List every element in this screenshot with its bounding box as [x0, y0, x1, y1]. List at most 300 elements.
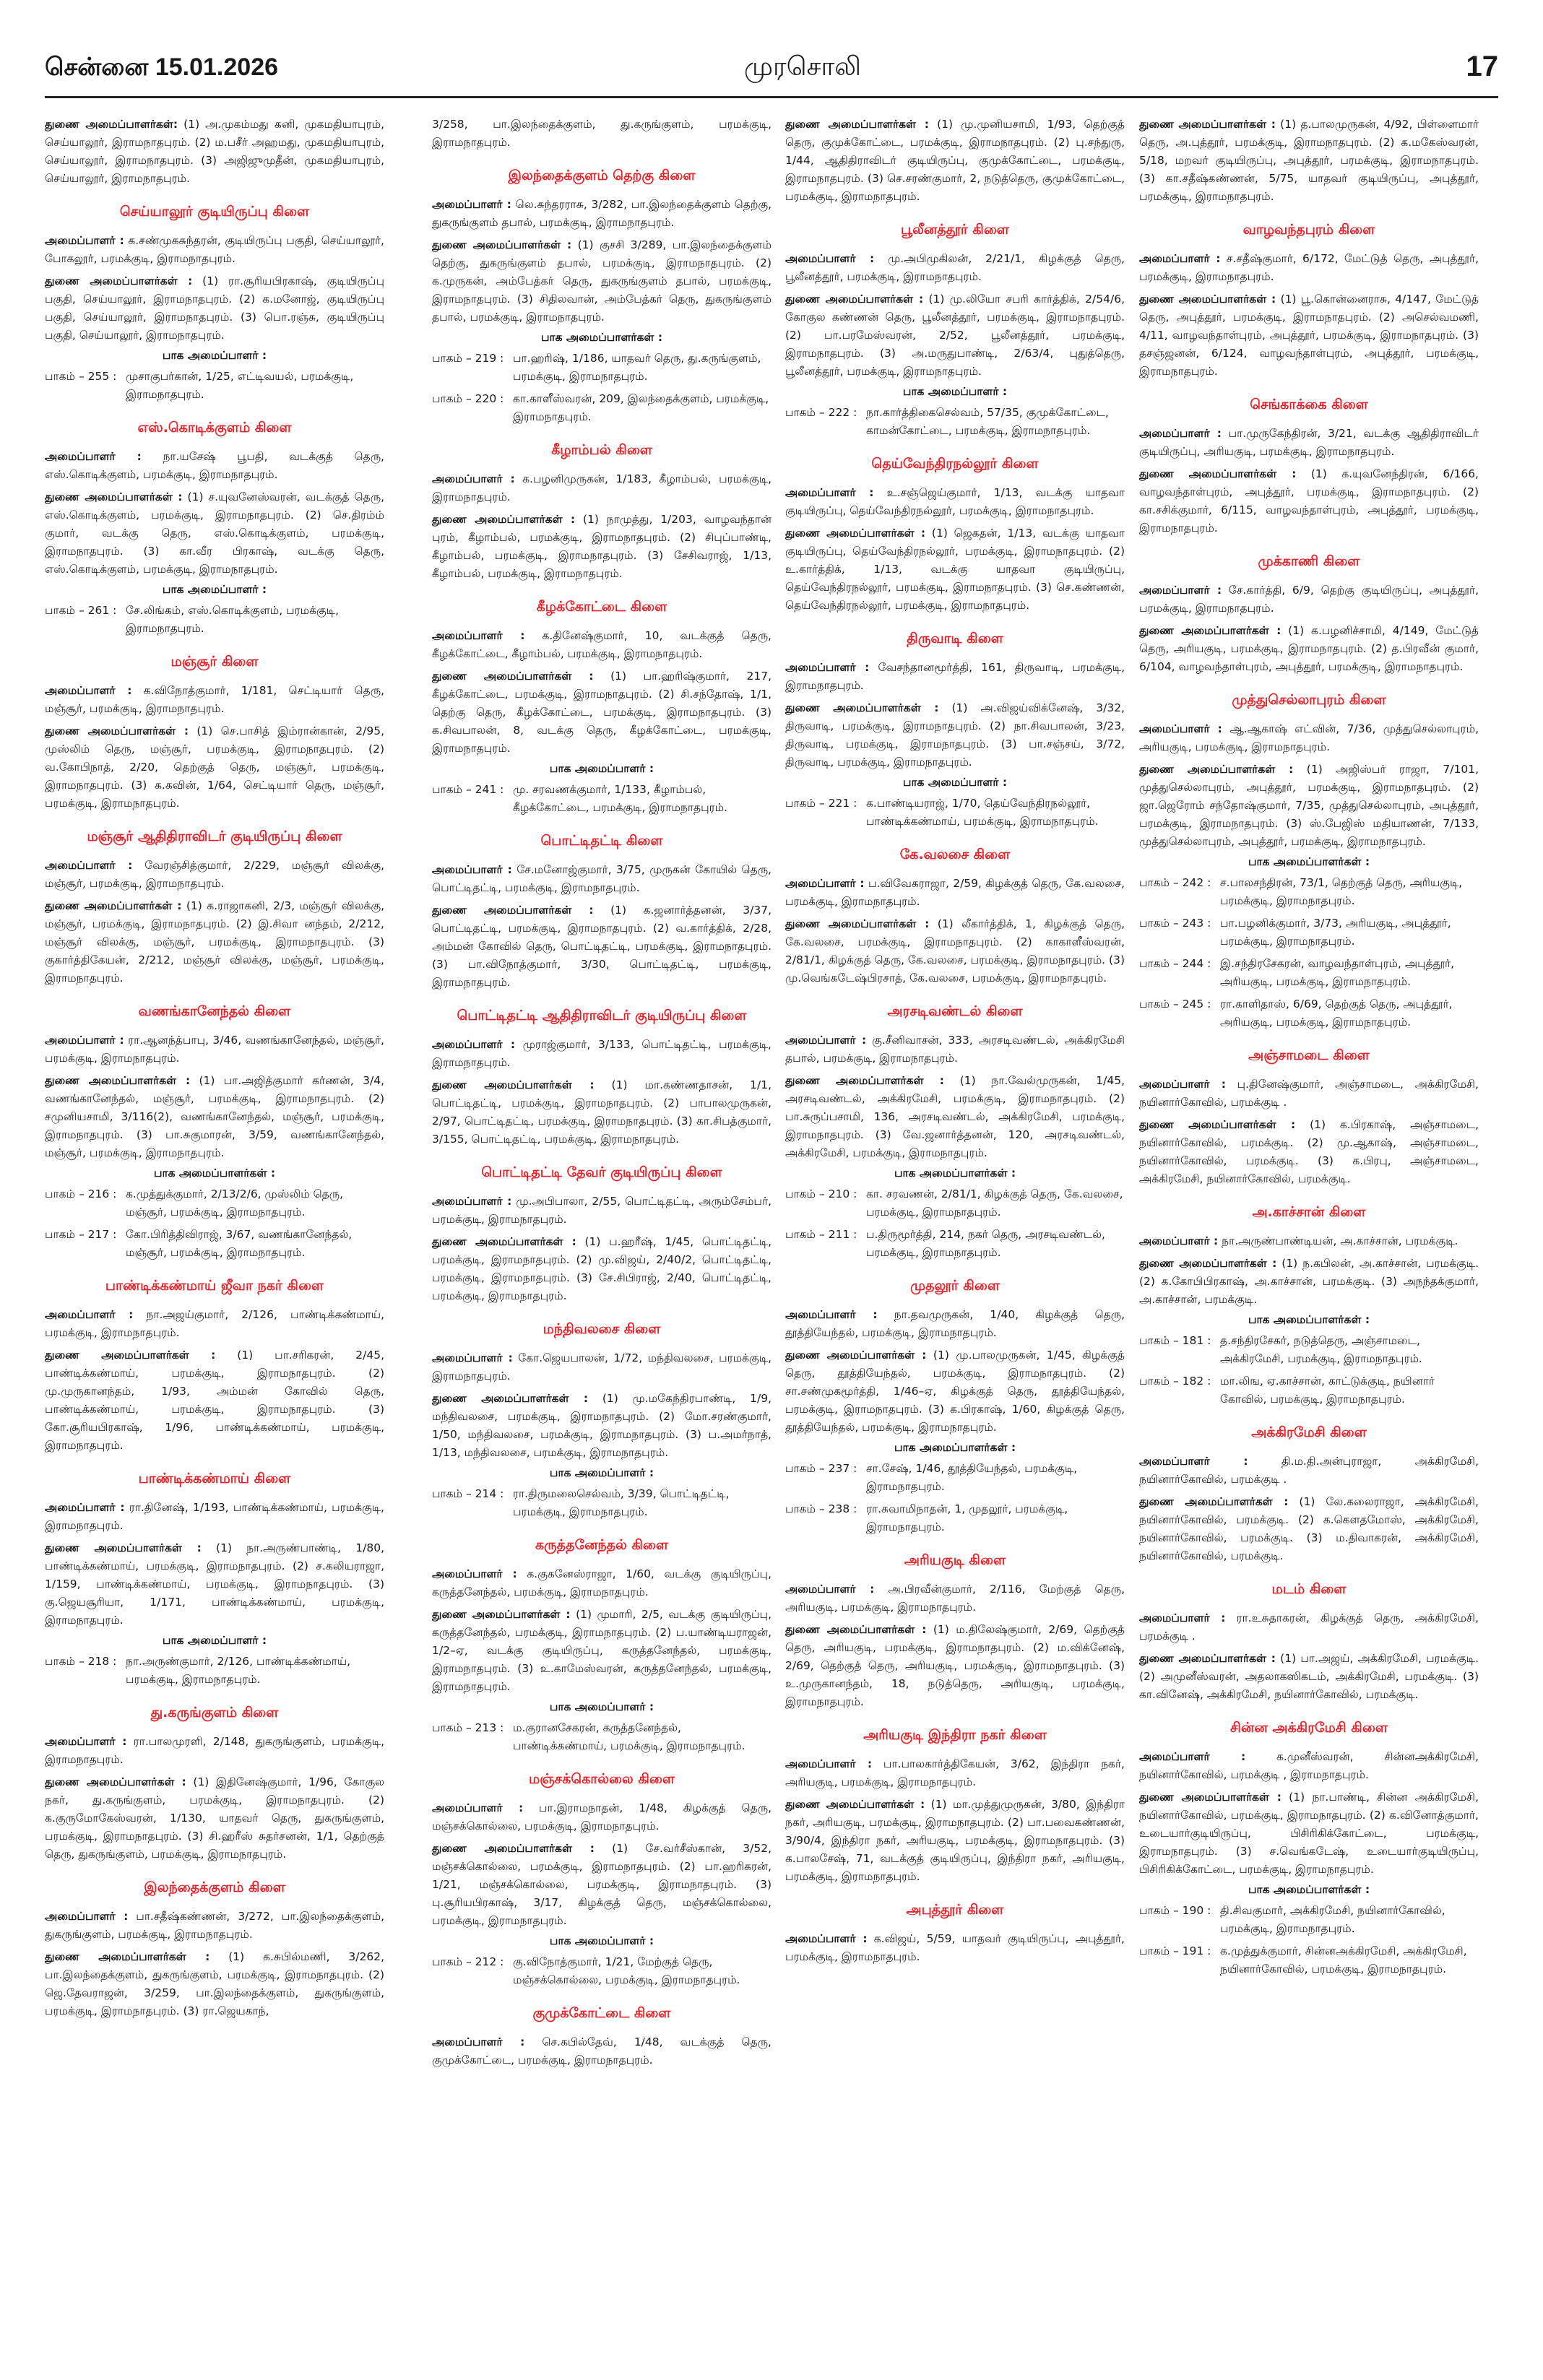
member-entry	[785, 875, 1125, 911]
member-entry	[1139, 1255, 1479, 1309]
member-entry	[785, 1072, 1125, 1162]
member-entry	[432, 511, 772, 583]
member-details: (1) அஜிஸ்பர் ராஜா, 7/101, முத்துசெல்லாபுரம், அபுத்தூர், பரமக்குடி, இராமநாதபுரம். (2) ஜா.ஜெரோம் சந்தோஷ்குமார், 7/35, முத்துசெல்லாபுரம், அபுத்தூர், பரமக்குடி, இராமநாதபுரம். (3) ஸ்.பேஜிஸ் மதியாணன், 7/133, முத்துசெல்லாபுரம், அபுத்தூர், பரமக்குடி, இராமநாதபுரம்.	[1139, 763, 1479, 848]
member-entry	[1139, 1748, 1479, 1784]
member-entry	[45, 722, 384, 813]
booth-number: பாகம் – 261 :	[45, 604, 117, 617]
role-label: துணை அமைப்பாளர்கள் :	[432, 1078, 595, 1091]
member-details: ரா.உசுதாகரன், கிழக்குத் தெரு, அக்கிரமேசி, பரமக்குடி .	[1139, 1611, 1479, 1643]
branch-heading: அரியகுடி இந்திரா நகர் கிளை	[863, 1727, 1047, 1743]
member-entry	[432, 196, 772, 232]
member-entry	[432, 2033, 772, 2069]
branch-section	[432, 116, 772, 152]
member-entry	[1139, 250, 1479, 286]
branch-heading: மஞ்சூர் ஆதிதிராவிடர் குடியிருப்பு கிளை	[87, 828, 342, 844]
branch-section	[1139, 116, 1479, 206]
branch-heading: மஞ்சக்கொல்லை கிளை	[528, 1771, 675, 1787]
branch-heading: திருவாடி கிளை	[907, 631, 1003, 646]
booth-agent: க.முத்துக்குமார், சின்னஅக்கிரமேசி, அக்கிரமேசி, நயினார்கோவில், பரமக்குடி, இராமநாதபுரம்.	[1220, 1944, 1467, 1976]
member-details: (1) க.ஜனார்த்தனன், 3/37, பொட்டிதட்டி, பரமக்குடி, இராமநாதபுரம். (2) வ.கார்த்திக், 2/28, அம்மன் கோவில் தெரு, பொட்டிதட்டி, பரமக்குடி, இராமநாதபுரம். (3) பா.விநோத்குமார், 3/30, பொட்டிதட்டி, பரமக்குடி, இராமநாதபுரம்.	[432, 904, 772, 989]
branch-section	[45, 1879, 384, 2020]
member-details: (1) மு.முனியசாமி, 1/93, தெற்குத் தெரு, குமுக்கோட்டை, பரமக்குடி, இராமநாதபுரம். (2) பு.சந்துரு, 1/44, ஆதிதிராவிடர் குடியிருப்பு, குமுக்கோட்டை, பரமக்குடி, இராமநாதபுரம். (3) செ.சரண்குமார், 2, நடுத்தெரு, குமுக்கோட்டை, பரமக்குடி, இராமநாதபுரம்.	[785, 118, 1125, 203]
role-label: அமைப்பாளர் :	[1139, 427, 1222, 440]
member-entry	[1139, 720, 1479, 756]
branch-section	[1139, 222, 1479, 381]
member-entry	[1139, 465, 1479, 537]
role-label: அமைப்பாளர் :	[785, 1583, 875, 1596]
member-entry	[1139, 425, 1479, 461]
member-entry	[432, 1076, 772, 1148]
branch-heading: அபுத்தூர் கிளை	[906, 1902, 1004, 1918]
role-label: துணை அமைப்பாளர்கள் :	[1139, 763, 1294, 776]
member-details: வேசந்தானமூர்த்தி, 161, திருவாடி, பரமக்குடி, இராமநாதபுரம்.	[785, 661, 1125, 692]
branch-heading: பூலீனத்தூர் கிளை	[901, 222, 1009, 238]
booth-row	[1139, 1942, 1479, 1978]
member-entry	[785, 250, 1125, 286]
role-label: அமைப்பாளர் :	[45, 1735, 127, 1748]
member-details: (1) நா.பாண்டி, சின்ன அக்கிரமேசி, நயினார்கோவில், பரமக்குடி, இராமநாதபுரம். (2) க.வினோத்குமார், உடையார்குடியிருப்பு, பிசிரிகிக்கோட்டை, பரமக்குடி, இராமநாதபுரம். (3) ச.வெங்கடேஷ், உடையார்குடியிருப்பு, பிசிரிகிக்கோட்டை, பரமக்குடி, இராமநாதபுரம்.	[1139, 1791, 1479, 1876]
booth-row	[432, 781, 772, 817]
member-entry	[785, 116, 1125, 206]
role-label: அமைப்பாளர் :	[1139, 1611, 1226, 1624]
member-entry	[1139, 1076, 1479, 1112]
column-4	[1139, 116, 1479, 2369]
branch-section	[1139, 1047, 1479, 1188]
issue-date: சென்னை 15.01.2026	[45, 53, 279, 81]
member-entry	[45, 1346, 384, 1455]
role-label: அமைப்பாளர் :	[1139, 1455, 1248, 1468]
booth-agent: மா.லிங, ஏ.காச்சான், காட்டுக்குடி, நயினார் கோவில், பரமக்குடி, இராமநாதபுரம்.	[1220, 1375, 1435, 1406]
member-details: தி.ம.தி.அன்புராஜா, அக்கிரமேசி, நயினார்கோவில், பரமக்குடி .	[1139, 1455, 1479, 1486]
branch-section	[432, 1008, 772, 1148]
member-details: 3/258, பா.இலந்தைக்குளம், து.கருங்குளம், பரமக்குடி, இராமநாதபுரம்.	[432, 118, 772, 149]
role-label: அமைப்பாளர் :	[785, 1757, 873, 1770]
member-entry	[785, 1796, 1125, 1886]
booth-agent: ம.குரானசேகரன், கருத்தனேந்தல், பாண்டிக்கண்மாய், பரமக்குடி, இராமநாதபுரம்.	[513, 1721, 745, 1752]
booth-agent: சே.லிங்கம், எஸ்.கொடிக்குளம், பரமக்குடி, இராமநாதபுரம்.	[126, 604, 339, 635]
member-details: (1) செ.பாசித் இம்ரான்கான், 2/95, முஸ்லிம் தெரு, மஞ்சூர், பரமக்குடி, இராமநாதபுரம். (2) வ.கோபிநாத், 2/20, தெற்குத் தெரு, மஞ்சூர், பரமக்குடி, இராமநாதபுரம். (3) க.கவின், 1/64, செட்டியார் தெரு, மஞ்சூர், பரமக்குடி, இராமநாதபுரம்.	[45, 724, 384, 810]
member-entry	[1139, 116, 1479, 206]
member-details: பா.சதீஷ்கண்ணன், 3/272, பா.இலந்தைக்குளம், துகருங்குளம், பரமக்குடி, இராமநாதபுரம்.	[45, 1910, 384, 1941]
member-details: நா.யசேஷ் பூபதி, வடக்குத் தெரு, எஸ்.கொடிக்குளம், பரமக்குடி, இராமநாதபுரம்.	[45, 450, 384, 481]
role-label: துணை அமைப்பாளர்கள் :	[785, 1074, 944, 1087]
member-details: மு.அபிமுகிலன், 2/21/1, கிழக்குத் தெரு, பூலீனத்தூர், பரமக்குடி, இராமநாதபுரம்.	[785, 252, 1125, 283]
branch-section	[785, 1727, 1125, 1886]
booth-number: பாகம் – 237 :	[785, 1462, 857, 1475]
member-details: (1) நா.அருண்பாண்டி, 1/80, பாண்டிக்கண்மாய், பரமக்குடி, இராமநாதபுரம். (2) ச.கலியராஜா, 1/159, பாண்டிக்கண்மாய், பரமக்குடி, இராமநாதபுரம். (3) கு.ஜெயசூரியா, 1/171, பாண்டிக்கண்மாய், பரமக்குடி, இராமநாதபுரம்.	[45, 1541, 384, 1627]
booth-agent: நா.கார்த்திகைசெல்வம், 57/35, குமுக்கோட்டை, காமன்கோட்டை, பரமக்குடி, இராமநாதபுரம்.	[866, 406, 1109, 437]
role-label: அமைப்பாளர் :	[432, 1038, 516, 1051]
booth-subheading: பாக அமைப்பாளர்கள் :	[894, 1441, 1016, 1454]
role-label: அமைப்பாளர் :	[1139, 1750, 1246, 1763]
booth-subheading: பாக அமைப்பாளர் :	[902, 385, 1008, 398]
booth-number: பாகம் – 216 :	[45, 1187, 117, 1200]
role-label: அமைப்பாளர் :	[432, 472, 515, 485]
booth-agent: இ.சந்திரசேகரன், வாழவந்தாள்புரம், அபுத்தூர், அரியகுடி, பரமக்குடி, இராமநாதபுரம்.	[1220, 957, 1455, 988]
role-label: துணை அமைப்பாளர்கள்:	[45, 118, 178, 131]
branch-heading: அஞ்சாமடை கிளை	[1248, 1047, 1370, 1063]
member-details: மு.அபிபாலா, 2/55, பொட்டிதட்டி, அரும்சேம்பர், பரமக்குடி, இராமநாதபுரம்.	[432, 1195, 772, 1226]
role-label: அமைப்பாளர் :	[432, 863, 512, 876]
member-details: (1) அ.முகம்மது கனி, முகமதியாபுரம், செய்யாலூர், இராமநாதபுரம். (2) ம.பசீர் அஹமது, முகமதியாபுரம், செய்யாலூர், இராமநாதபுரம். (3) அஜிஜுமுதீன், முகமதியாபுரம், செய்யாலூர், இராமநாதபுரம்.	[45, 118, 384, 185]
branch-section	[785, 116, 1125, 206]
member-entry	[432, 1606, 772, 1696]
branch-section	[785, 1278, 1125, 1536]
member-details: (1) லே.கலைராஜா, அக்கிரமேசி, நயினார்கோவில், பரமக்குடி. (2) க.கௌதமோஸ், அக்கிரமேசி, நயினார்கோவில், பரமக்குடி. (3) ம.திவாகரன், அக்கிரமேசி, நயினார்கோவில், பரமக்குடி.	[1139, 1495, 1479, 1562]
member-details: சே.கார்த்தி, 6/9, தெற்கு குடியிருப்பு, அபுத்தூர், பரமக்குடி, இராமநாதபுரம்.	[1139, 584, 1479, 615]
member-details: கோ.ஜெயபாலன், 1/72, மந்திவலசை, பரமக்குடி, இராமநாதபுரம்.	[432, 1351, 772, 1382]
member-details: ஆ.ஆகாஷ் எட்வின், 7/36, முத்துசெல்லாபுரம், அரியகுடி, பரமக்குடி, இராமநாதபுரம்.	[1139, 722, 1479, 753]
member-entry	[45, 1306, 384, 1342]
booth-agent: பா.பழனிக்குமார், 3/73, அரியகுடி, அபுத்தூர், பரமக்குடி, இராமநாதபுரம்.	[1220, 917, 1451, 948]
member-entry	[785, 1930, 1125, 1966]
branch-section	[1139, 692, 1479, 1031]
branch-heading: பொட்டிதட்டி ஆதிதிராவிடர் குடியிருப்பு கிளை	[457, 1008, 747, 1024]
role-label: துணை அமைப்பாளர்கள் :	[432, 1235, 576, 1248]
booth-number: பாகம் – 220 :	[432, 392, 504, 405]
booth-row	[45, 602, 384, 638]
member-entry	[785, 1346, 1125, 1437]
booth-row	[1139, 995, 1479, 1031]
branch-heading: பாண்டிக்கண்மாய் கிளை	[138, 1471, 291, 1487]
member-entry	[785, 659, 1125, 695]
branch-section	[1139, 397, 1479, 537]
branch-section	[785, 1003, 1125, 1262]
member-details: (1) முமாரி, 2/5, வடக்கு குடியிருப்பு, கருத்தனேந்தல், பரமக்குடி, இராமநாதபுரம். (2) ப.யாண்டியராஜன், 1/2–ஏ, வடக்கு குடியிருப்பு, கருத்தனேந்தல், பரமக்குடி, இராமநாதபுரம். (3) உ.காமேஸ்வரன், கருத்தனேந்தல், பரமக்குடி, இராமநாதபுரம்.	[432, 1608, 772, 1693]
branch-heading: மந்திவலசை கிளை	[543, 1321, 661, 1337]
booth-row	[785, 1226, 1125, 1262]
role-label: துணை அமைப்பாளர்கள் :	[432, 238, 572, 251]
branch-heading: முக்காணி கிளை	[1258, 553, 1360, 569]
role-label: அமைப்பாளர் :	[45, 1501, 125, 1514]
member-entry	[785, 915, 1125, 987]
branch-heading: அ.காச்சான் கிளை	[1252, 1204, 1366, 1220]
branch-heading: குமுக்கோட்டை கிளை	[532, 2005, 671, 2021]
member-details: வேரஞ்சித்குமார், 2/229, மஞ்சூர் விலக்கு, மஞ்சூர், பரமக்குடி, இராமநாதபுரம்.	[45, 859, 384, 890]
role-label: அமைப்பாளர் :	[432, 1351, 513, 1364]
branch-section	[432, 2005, 772, 2069]
branch-section	[785, 1902, 1125, 1966]
member-entry	[432, 116, 772, 152]
member-entry	[785, 1031, 1125, 1068]
branch-section	[432, 442, 772, 583]
member-details: (1) மு.பாலமுருகன், 1/45, கிழக்குத் தெரு, தூத்தியேந்தல், பரமக்குடி, இராமநாதபுரம். (2) சா.சண்முகமூர்த்தி, 1/46–ஏ, கிழக்குத் தெரு, தூத்தியேந்தல், பரமக்குடி, இராமநாதபுரம். (3) க.பிரகாஷ், 1/60, கிழக்குத் தெரு, தூத்தியேந்தல், பரமக்குடி, இராமநாதபுரம்.	[785, 1349, 1125, 1434]
member-entry	[1139, 622, 1479, 676]
role-label: துணை அமைப்பாளர்கள் :	[45, 1349, 216, 1362]
booth-subheading: பாக அமைப்பாளர் :	[549, 1700, 654, 1713]
branch-section	[1139, 1204, 1479, 1408]
role-label: அமைப்பாளர் :	[45, 1034, 124, 1047]
member-entry	[785, 524, 1125, 615]
role-label: அமைப்பாளர் :	[785, 661, 870, 674]
role-label: அமைப்பாளர் :	[432, 629, 525, 642]
role-label: துணை அமைப்பாளர்கள் :	[1139, 1652, 1276, 1665]
booth-subheading: பாக அமைப்பாளர் :	[162, 583, 267, 596]
member-entry	[432, 1349, 772, 1385]
role-label: அமைப்பாளர் :	[785, 1308, 878, 1321]
branch-heading: செய்யாலூர் குடியிருப்பு கிளை	[119, 204, 310, 220]
booth-row	[785, 404, 1125, 440]
member-details: லெ.சுந்தரராசு, 3/282, பா.இலந்தைக்குளம் தெற்கு, துகருங்குளம் தபால், பரமக்குடி, இராமநாதபுரம்.	[432, 198, 772, 229]
branch-heading: முத்துசெல்லாபுரம் கிளை	[1232, 692, 1386, 708]
branch-heading: அக்கிரமேசி கிளை	[1251, 1424, 1367, 1440]
role-label: துணை அமைப்பாளர்கள் :	[785, 917, 930, 930]
branch-heading: து.கருங்குளம் கிளை	[150, 1705, 279, 1721]
booth-number: பாகம் – 191 :	[1139, 1944, 1211, 1957]
branch-section	[45, 1278, 384, 1455]
member-details: பா.பாலகார்த்திகேயன், 3/62, இந்திரா நகர், அரியகுடி, பரமக்குடி, இராமநாதபுரம்.	[785, 1757, 1125, 1788]
member-entry	[1139, 1453, 1479, 1489]
booth-number: பாகம் – 190 :	[1139, 1904, 1211, 1917]
branch-section	[785, 847, 1125, 987]
role-label: அமைப்பாளர் :	[785, 252, 875, 265]
role-label: அமைப்பாளர் :	[1139, 1078, 1226, 1091]
member-entry	[432, 1840, 772, 1930]
member-details: சே.மனோஜ்குமார், 3/75, முருகன் கோயில் தெரு, பொட்டிதட்டி, பரமக்குடி, இராமநாதபுரம்.	[432, 863, 772, 894]
booth-number: பாகம் – 210 :	[785, 1187, 857, 1200]
booth-subheading: பாக அமைப்பாளர்கள் :	[1248, 855, 1370, 868]
member-entry	[1139, 1493, 1479, 1565]
role-label: அமைப்பாளர் :	[432, 1801, 524, 1814]
role-label: துணை அமைப்பாளர்கள் :	[785, 293, 924, 306]
role-label: அமைப்பாளர் :	[785, 486, 874, 499]
role-label: துணை அமைப்பாளர்கள் :	[1139, 1791, 1281, 1804]
member-details: கு.சீனிவாசன், 333, அரசடிவண்டல், அக்கிரமேசி தபால், பரமக்குடி, இராமநாதபுரம்.	[785, 1034, 1125, 1065]
booth-agent: த.சந்திரசேகர், நடுத்தெரு, அஞ்சாமடை, அக்கிரமேசி, பரமக்குடி, இராமநாதபுரம்.	[1220, 1334, 1422, 1365]
branch-section	[785, 1552, 1125, 1711]
role-label: அமைப்பாளர் :	[45, 1308, 134, 1321]
booth-row	[45, 368, 384, 404]
role-label: அமைப்பாளர் :	[432, 1195, 512, 1208]
member-details: உ.சஞ்ஜெய்குமார், 1/13, வடக்கு யாதவா குடியிருப்பு, தெய்வேந்திரநல்லூர், பரமக்குடி, இராமநாதபுரம்.	[785, 486, 1125, 517]
member-entry	[45, 897, 384, 987]
member-details: நா.அருண்பாண்டியன், அ.காச்சான், பரமக்குடி.	[1218, 1234, 1458, 1247]
member-details: அ.பிரவீன்குமார், 2/116, மேற்குத் தெரு, அரியகுடி, பரமக்குடி, இராமநாதபுரம்.	[785, 1583, 1125, 1614]
member-entry	[785, 1580, 1125, 1617]
booth-row	[45, 1185, 384, 1221]
branch-section	[45, 654, 384, 813]
role-label: துணை அமைப்பாளர்கள் :	[785, 1349, 927, 1362]
member-entry	[432, 1233, 772, 1305]
role-label: அமைப்பாளர் :	[45, 1910, 129, 1923]
branch-section	[1139, 1720, 1479, 1978]
booth-number: பாகம் – 221 :	[785, 797, 857, 810]
role-label: துணை அமைப்பாளர்கள் :	[1139, 293, 1276, 306]
member-entry	[45, 1733, 384, 1769]
member-entry	[1139, 1609, 1479, 1645]
branch-section	[45, 420, 384, 638]
role-label: துணை அமைப்பாளர்கள் :	[432, 513, 576, 526]
role-label: துணை அமைப்பாளர்கள் :	[432, 1392, 589, 1405]
booth-number: பாகம் – 217 :	[45, 1228, 117, 1241]
member-details: (1) ஜெகதன், 1/13, வடக்கு யாதவா குடியிருப்பு, தெய்வேந்திரநல்லூர், பரமக்குடி, இராமநாதபுரம். (2) உ.கார்த்திக், 1/13, வடக்கு யாதவா குடியிருப்பு, தெய்வேந்திரநல்லூர், பரமக்குடி, இராமநாதபுரம். (3) செ.கண்ணன், தெய்வேந்திரநல்லூர், பரமக்குடி, இராமநாதபுரம்.	[785, 527, 1125, 612]
booth-number: பாகம் – 214 :	[432, 1487, 504, 1500]
booth-row	[1139, 1902, 1479, 1938]
member-entry	[45, 1031, 384, 1068]
branch-heading: கீழக்கோட்டை கிளை	[536, 599, 667, 615]
role-label: துணை அமைப்பாளர்கள் :	[45, 724, 189, 737]
booth-number: பாகம் – 212 :	[432, 1955, 504, 1968]
role-label: துணை அமைப்பாளர்கள் :	[45, 274, 193, 287]
booth-number: பாகம் – 211 :	[785, 1228, 857, 1241]
branch-heading: இலந்தைக்குளம் கிளை	[144, 1879, 285, 1895]
booth-row	[432, 350, 772, 386]
booth-row	[432, 1485, 772, 1521]
booth-agent: சா.சேஷ், 1/46, தூத்தியேந்தல், பரமக்குடி, இராமநாதபுரம்.	[866, 1462, 1078, 1493]
member-details: (1) இதினேஷ்குமார், 1/96, கோகுல நகர், து.கருங்குளம், பரமக்குடி, இராமநாதபுரம். (2) க.குருமோகேஸ்வரன், 1/130, யாதவர் தெரு, துகருங்குளம், பரமக்குடி, இராமநாதபுரம். (3) சி.ஹரீஸ் சுதர்சனன், 1/1, தெற்குத் தெரு, துகருங்குளம், பரமக்குடி, இராமநாதபுரம்.	[45, 1775, 384, 1861]
booth-agent: கோ.பிரித்திவிராஜ், 3/67, வணங்கானேந்தல், மஞ்சூர், பரமக்குடி, இராமநாதபுரம்.	[126, 1228, 353, 1259]
branch-section	[432, 1537, 772, 1755]
booth-agent: முசாகுபர்கான், 1/25, எட்டிவயல், பரமக்குடி, இராமநாதபுரம்.	[126, 370, 354, 401]
member-details: நா.தவமுருகன், 1/40, கிழக்குத் தெரு, தூத்தியேந்தல், பரமக்குடி, இராமநாதபுரம்.	[785, 1308, 1125, 1339]
branch-section	[785, 222, 1125, 440]
header-rule	[45, 96, 1498, 98]
member-details: (1) ந.கபிலன், அ.காச்சான், பரமக்குடி. (2) க.கோபிபிரகாஷ், அ.காச்சான், பரமக்குடி. (3) அநந்தக்குமார், அ.காச்சான், பரமக்குடி.	[1139, 1257, 1479, 1306]
branch-section	[785, 456, 1125, 615]
member-entry	[45, 857, 384, 893]
branch-section	[45, 1705, 384, 1864]
booth-row	[1139, 955, 1479, 991]
branch-heading: கே.வலசை கிளை	[899, 847, 1011, 862]
member-details: ப.விவேகராஜா, 2/59, கிழக்குத் தெரு, கே.வலசை, பரமக்குடி, இராமநாதபுரம்.	[785, 877, 1125, 908]
member-details: (1) மு.லியோ சபரி கார்த்திக், 2/54/6, கோகுல கண்ணன் தெரு, பூலீனத்தூர், பரமக்குடி, இராமநாதபுரம். (2) பா.பரமேஸ்வரன், 2/52, பூலீனத்தூர், பரமக்குடி, இராமநாதபுரம். (3) அ.மருதுபாண்டி, 2/63/4, புதுத்தெரு, பூலீனத்தூர், பரமக்குடி, இராமநாதபுரம்.	[785, 293, 1125, 378]
booth-row	[45, 1226, 384, 1262]
member-entry	[45, 232, 384, 268]
member-details: (1) த.பாலமுருகன், 4/92, பிள்ளைமார் தெரு, அ.புத்தூர், பரமக்குடி, இராமநாதபுரம். (2) க.மகேஸ்வரன், 5/18, மறவர் குடியிருப்பு, அபுத்தூர், பரமக்குடி, இராமநாதபுரம். (3) கா.சதீஷ்கண்ணன், 5/75, யாதவர் குடியிருப்பு, அபுத்தூர், பரமக்குடி, இராமநாதபுரம்.	[1139, 118, 1479, 203]
booth-agent: கா. சரவணன், 2/81/1, கிழக்குத் தெரு, கே.வலசை, பரமக்குடி, இராமநாதபுரம்.	[866, 1187, 1123, 1219]
role-label: அமைப்பாளர் :	[45, 450, 142, 463]
booth-agent: கு.விநோத்குமார், 1/21, மேற்குத் தெரு, மஞ்சக்கொல்லை, பரமக்குடி, இராமநாதபுரம்.	[513, 1955, 740, 1986]
member-entry	[45, 1539, 384, 1630]
branch-heading: எஸ்.கொடிக்குளம் கிளை	[137, 420, 292, 436]
newspaper-title: முரசொலி	[744, 52, 861, 82]
member-details: (1) ரா.சூரியபிரகாஷ், குடியிருப்பு பகுதி, செய்யாலூர், இராமநாதபுரம். (2) க.மனோஜ், குடியிருப்பு பகுதி, செய்யாலூர், இராமநாதபுரம். (3) பொ.ரஞ்சு, குடியிருப்பு பகுதி, செய்யாலூர், இராமநாதபுரம்.	[45, 274, 384, 342]
member-entry	[45, 116, 384, 188]
member-details: (1) அ.விஜய்விக்னேஷ், 3/32, திருவாடி, பரமக்குடி, இராமநாதபுரம். (2) நா.சிவபாலன், 3/23, திருவாடி, பரமக்குடி, இராமநாதபுரம். (3) பா.சஞ்சய், 3/72, திருவாடி, பரமக்குடி, இராமநாதபுரம்.	[785, 701, 1125, 769]
member-entry	[1139, 1650, 1479, 1704]
branch-heading: வணங்கானேந்தல் கிளை	[138, 1003, 291, 1019]
branch-section	[432, 1771, 772, 1989]
member-entry	[785, 1755, 1125, 1791]
role-label: துணை அமைப்பாளர்கள் :	[45, 1541, 202, 1554]
branch-heading: மஞ்சூர் கிளை	[170, 654, 259, 670]
role-label: துணை அமைப்பாளர்கள் :	[785, 118, 929, 131]
member-entry	[432, 1193, 772, 1229]
branch-section	[432, 599, 772, 817]
role-label: துணை அமைப்பாளர்கள் :	[45, 1775, 186, 1788]
member-details: (1) க.யுவனேந்திரன், 6/166, வாழவந்தாள்புரம், அபுத்தூர், பரமக்குடி, இராமநாதபுரம். (2) கா.சசிக்குமார், 6/115, வாழவந்தாள்புரம், அபுத்தூர், பரமக்குடி, இராமநாதபுரம்.	[1139, 467, 1479, 535]
booth-number: பாகம் – 219 :	[432, 352, 504, 365]
member-entry	[785, 290, 1125, 381]
booth-agent: ப.திருமூர்த்தி, 214, நகர் தெரு, அரசடிவண்டல், பரமக்குடி, இராமநாதபுரம்.	[866, 1228, 1105, 1259]
role-label: துணை அமைப்பாளர்கள் :	[432, 670, 594, 683]
member-entry	[45, 1072, 384, 1162]
member-entry	[432, 901, 772, 992]
member-entry	[432, 1390, 772, 1462]
member-details: (1) குசசி 3/289, பா.இலந்தைக்குளம் தெற்கு, துகருங்குளம் தபால், பரமக்குடி, இராமநாதபுரம். (2) க.முருகன், அம்பேத்கர் தெரு, துகருங்குளம் தபால், பரமக்குடி, இராமநாதபுரம். (3) சிதிலவான், அம்பேத்கர் தெரு, துகருங்குளம் தபால், பரமக்குடி, இராமநாதபுரம்.	[432, 238, 772, 324]
role-label: துணை அமைப்பாளர்கள் :	[785, 1798, 925, 1811]
member-details: (1) க.பிரகாஷ், அஞ்சாமடை, நயினார்கோவில், பரமக்குடி. (2) மு.ஆகாஷ், அஞ்சாமடை, நயினார்கோவில், பரமக்குடி. (3) க.பிரபு, அஞ்சாமடை, அக்கிரமேசி, நயினார்கோவில், பரமக்குடி.	[1139, 1118, 1479, 1185]
role-label: துணை அமைப்பாளர்கள் :	[1139, 467, 1297, 480]
role-label: அமைப்பாளர் :	[1139, 722, 1222, 735]
member-details: (1) பூ.கொன்னைராசு, 4/147, மேட்டுத் தெரு, அபுத்தூர், பரமக்குடி, இராமநாதபுரம். (2) அசெல்வமணி, 4/11, வாழவந்தாள்புரம், அபுத்தூர், பரமக்குடி, இராமநாதபுரம். (3) தசஞ்ஜனன், 6/124, வாழவந்தாள்புரம், அபுத்தூர், பரமக்குடி, இராமநாதபுரம்.	[1139, 293, 1479, 378]
member-details: (1) சே.வர்சீஸ்கான், 3/52, மஞ்சக்கொல்லை, பரமக்குடி, இராமநாதபுரம். (2) பா.ஹரிகரன், 1/21, மஞ்சக்கொல்லை, பரமக்குடி, இராமநாதபுரம். (3) பு.சூரியபிரகாஷ், 3/17, கிழக்குத் தெரு, மஞ்சக்கொல்லை, பரமக்குடி, இராமநாதபுரம்.	[432, 1842, 772, 1927]
booth-subheading: பாக அமைப்பாளர் :	[549, 1466, 654, 1479]
booth-number: பாகம் – 245 :	[1139, 998, 1211, 1011]
role-label: அமைப்பாளர் :	[432, 198, 511, 211]
role-label: துணை அமைப்பாளர்கள் :	[45, 1950, 210, 1963]
booth-number: பாகம் – 242 :	[1139, 876, 1211, 889]
branch-section	[432, 168, 772, 426]
booth-number: பாகம் – 213 :	[432, 1721, 504, 1734]
branch-heading: இலந்தைக்குளம் தெற்கு கிளை	[508, 168, 696, 183]
booth-row	[45, 1653, 384, 1689]
role-label: அமைப்பாளர் :	[785, 877, 865, 890]
booth-row	[1139, 1332, 1479, 1368]
member-details: க.முனீஸ்வரன், சின்னஅக்கிரமேசி, நயினார்கோவில், பரமக்குடி , இராமநாதபுரம்.	[1139, 1750, 1479, 1781]
role-label: துணை அமைப்பாளர்கள் :	[1139, 624, 1281, 637]
member-details: (1) க.பழனிச்சாமி, 4/149, மேட்டுத் தெரு, அரியகுடி, பரமக்குடி, இராமநாதபுரம். (2) த.பிரவீன் குமார், 6/104, வாழவந்தாள்புரம், அபுத்தூர், பரமக்குடி, இராமநாதபுரம்.	[1139, 624, 1479, 673]
role-label: அமைப்பாளர் :	[432, 1567, 517, 1580]
role-label: துணை அமைப்பாளர்கள் :	[45, 899, 182, 912]
role-label: துணை அமைப்பாளர்கள் :	[1139, 1118, 1296, 1131]
branch-heading: பொட்டிதட்டி தேவர் குடியிருப்பு கிளை	[481, 1164, 722, 1180]
member-entry	[785, 1621, 1125, 1711]
branch-section	[45, 1471, 384, 1689]
member-entry	[45, 448, 384, 484]
booth-subheading: பாக அமைப்பாளர்கள் :	[153, 1167, 276, 1180]
booth-agent: கா.காளீஸ்வரன், 209, இலந்தைக்குளம், பரமக்குடி, இராமநாதபுரம்.	[513, 392, 769, 423]
member-details: (1) பா.சரிகரன், 2/45, பாண்டிக்கண்மாய், பரமக்குடி, இராமநாதபுரம். (2) மு.முருகானந்தம், 1/93, அம்மன் கோவில் தெரு, பாண்டிக்கண்மாய், பரமக்குடி, இராமநாதபுரம். (3) கோ.சூரியபிரகாஷ், 1/96, பாண்டிக்கண்மாய், பரமக்குடி, இராமநாதபுரம்.	[45, 1349, 384, 1452]
role-label: துணை அமைப்பாளர்கள் :	[785, 1623, 927, 1636]
booth-row	[432, 1719, 772, 1755]
booth-number: பாகம் – 181 :	[1139, 1334, 1211, 1347]
booth-agent: ரா.திருமலைசெல்வம், 3/39, பொட்டிதட்டி, பரமக்குடி, இராமநாதபுரம்.	[513, 1487, 730, 1518]
member-details: (1) மா.கண்ணதாசன், 1/1, பொட்டிதட்டி, பரமக்குடி, இராமநாதபுரம். (2) பாபாலமுருகன், 2/97, பொட்டிதட்டி, பரமக்குடி, இராமநாதபுரம். (3) கா.சிபத்குமார், 3/155, பொட்டிதட்டி, பரமக்குடி, இராமநாதபுரம்.	[432, 1078, 772, 1146]
booth-subheading: பாக அமைப்பாளர் :	[549, 1934, 654, 1947]
branch-section	[432, 1321, 772, 1521]
member-details: (1) க.சுபில்மணி, 3/262, பா.இலந்தைக்குளம், துகருங்குளம், பரமக்குடி, இராமநாதபுரம். (2) ஜெ.தேவராஜன், 3/259, பா.இலந்தைக்குளம், துகருங்குளம், பரமக்குடி, இராமநாதபுரம். (3) ரா.ஜெயகாந்,	[45, 1950, 384, 2017]
booth-number: பாகம் – 182 :	[1139, 1375, 1211, 1388]
member-entry	[1139, 1232, 1479, 1250]
branch-heading: மடம் கிளை	[1271, 1581, 1347, 1597]
member-entry	[432, 861, 772, 897]
member-details: ச.சதீஷ்குமார், 6/172, மேட்டுத் தெரு, அபுத்தூர், பரமக்குடி, இராமநாதபுரம்.	[1139, 252, 1479, 283]
member-details: (1) க.ராஜாகனி, 2/3, மஞ்சூர் விலக்கு, மஞ்சூர், பரமக்குடி, இராமநாதபுரம். (2) இ.சிவா னந்தம், 2/212, மஞ்சூர் விலக்கு, மஞ்சூர், பரமக்குடி, இராமநாதபுரம். (3) குகார்த்திகேயன், 2/212, மஞ்சூர் விலக்கு, மஞ்சூர், பரமக்குடி, இராமநாதபுரம்.	[45, 899, 384, 985]
branch-section	[1139, 1581, 1479, 1704]
member-details: க.சண்முகசுந்தரன், குடியிருப்பு பகுதி, செய்யாலூர், போகலூர், பரமக்குடி, இராமநாதபுரம்.	[45, 234, 384, 265]
role-label: துணை அமைப்பாளர்கள் :	[45, 490, 183, 503]
branch-section	[45, 116, 384, 188]
booth-row	[1139, 874, 1479, 910]
booth-subheading: பாக அமைப்பாளர்கள் :	[1248, 1313, 1370, 1326]
branch-heading: பொட்டிதட்டி கிளை	[540, 833, 663, 849]
member-entry	[432, 1799, 772, 1835]
booth-number: பாகம் – 243 :	[1139, 917, 1211, 930]
page-header	[0, 0, 1543, 85]
booth-number: பாகம் – 218 :	[45, 1655, 117, 1668]
branch-section	[785, 631, 1125, 831]
role-label: அமைப்பாளர் :	[1139, 1234, 1219, 1247]
booth-subheading: பாக அமைப்பாளர்கள் :	[540, 331, 663, 344]
member-details: (1) மு.மகேந்திரபாண்டி, 1/9, மந்திவலசை, பரமக்குடி, இராமநாதபுரம். (2) மோ.சரண்குமார், 1/50, மந்திவலசை, பரமக்குடி, இராமநாதபுரம். (3) ப.அமர்நாத், 1/13, மந்திவலசை, பரமக்குடி, இராமநாதபுரம்.	[432, 1392, 772, 1459]
member-details: க.விநோத்குமார், 1/181, செட்டியார் தெரு, மஞ்சூர், பரமக்குடி, இராமநாதபுரம்.	[45, 684, 384, 715]
branch-heading: கீழாம்பல் கிளை	[551, 442, 652, 458]
booth-agent: க.முத்துக்குமார், 2/13/2/6, முஸ்லிம் தெரு, மஞ்சூர், பரமக்குடி, இராமநாதபுரம்.	[126, 1187, 344, 1219]
member-details: செ.கபில்தேவ், 1/48, வடக்குத் தெரு, குமுக்கோட்டை, பரமக்குடி, இராமநாதபுரம்.	[432, 2035, 772, 2067]
branch-section	[1139, 1424, 1479, 1565]
member-entry	[45, 1948, 384, 2020]
